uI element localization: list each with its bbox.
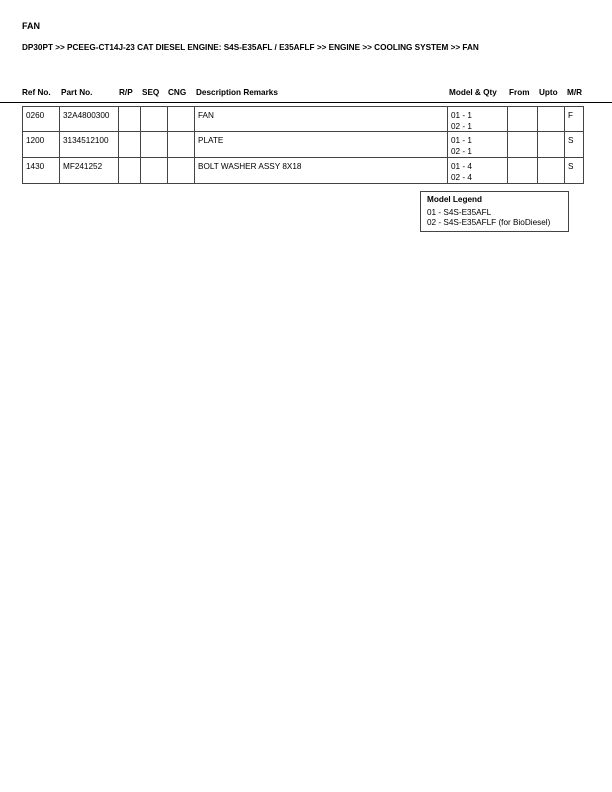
model-qty-line: 01 - 1 — [451, 136, 472, 145]
cell-model-qty — [447, 157, 508, 184]
description-text: FAN — [198, 111, 214, 120]
cell-description — [194, 157, 448, 184]
cell-model-qty — [447, 131, 508, 158]
cell-mr — [564, 106, 584, 132]
model-qty-text — [451, 110, 472, 132]
cell-ref-no — [22, 131, 60, 158]
cell-seq — [140, 157, 168, 184]
part-no-text: MF241252 — [63, 162, 103, 171]
part-no-text: 3134512100 — [63, 136, 109, 145]
cell-seq — [140, 131, 168, 158]
description-text: BOLT WASHER ASSY 8X18 — [198, 162, 302, 171]
cell-part-no — [59, 106, 119, 132]
cell-upto — [537, 106, 565, 132]
model-qty-text — [451, 135, 472, 157]
cell-rp — [118, 157, 141, 184]
cell-cng — [167, 131, 195, 158]
cell-upto — [537, 157, 565, 184]
legend-title: Model Legend — [427, 195, 483, 204]
description-text: PLATE — [198, 136, 224, 145]
col-model-qty: Model & Qty — [449, 88, 497, 97]
cell-ref-no — [22, 157, 60, 184]
model-qty-line: 01 - 1 — [451, 111, 472, 120]
cell-mr — [564, 131, 584, 158]
cell-cng — [167, 106, 195, 132]
cell-description — [194, 131, 448, 158]
mr-text: F — [568, 111, 574, 120]
ref-no-text: 1200 — [26, 136, 45, 145]
breadcrumb: DP30PT >> PCEEG-CT14J-23 CAT DIESEL ENGINE: S4S-E35AFL / E35AFLF >> ENGINE >> COOLING SYSTEM >> FAN — [22, 43, 479, 52]
col-part-no: Part No. — [61, 88, 93, 97]
mr-text: S — [568, 136, 574, 145]
ref-no-text: 0260 — [26, 111, 45, 120]
header-divider — [0, 102, 612, 103]
col-cng: CNG — [168, 88, 187, 97]
model-qty-text — [451, 161, 472, 183]
cell-seq — [140, 106, 168, 132]
cell-description — [194, 106, 448, 132]
legend-item: 02 - S4S-E35AFLF (for BioDiesel) — [427, 218, 551, 227]
model-qty-line: 02 - 4 — [451, 173, 472, 182]
col-upto: Upto — [539, 88, 558, 97]
cell-part-no — [59, 157, 119, 184]
parts-table — [22, 106, 584, 183]
cell-upto — [537, 131, 565, 158]
cell-ref-no — [22, 106, 60, 132]
col-seq: SEQ — [142, 88, 160, 97]
cell-part-no — [59, 131, 119, 158]
model-legend — [420, 191, 569, 232]
col-mr: M/R — [567, 88, 583, 97]
cell-mr — [564, 157, 584, 184]
model-qty-line: 01 - 4 — [451, 162, 472, 171]
cell-rp — [118, 106, 141, 132]
legend-item: 01 - S4S-E35AFL — [427, 208, 492, 217]
cell-model-qty — [447, 106, 508, 132]
model-qty-line: 02 - 1 — [451, 122, 472, 131]
page-title: FAN — [22, 21, 40, 31]
mr-text: S — [568, 162, 574, 171]
cell-cng — [167, 157, 195, 184]
cell-from — [507, 131, 538, 158]
col-rp: R/P — [119, 88, 133, 97]
col-ref-no: Ref No. — [22, 88, 51, 97]
cell-from — [507, 106, 538, 132]
part-no-text: 32A4800300 — [63, 111, 110, 120]
cell-rp — [118, 131, 141, 158]
col-description: Description Remarks — [196, 88, 278, 97]
cell-from — [507, 157, 538, 184]
ref-no-text: 1430 — [26, 162, 45, 171]
col-from: From — [509, 88, 530, 97]
model-qty-line: 02 - 1 — [451, 147, 472, 156]
